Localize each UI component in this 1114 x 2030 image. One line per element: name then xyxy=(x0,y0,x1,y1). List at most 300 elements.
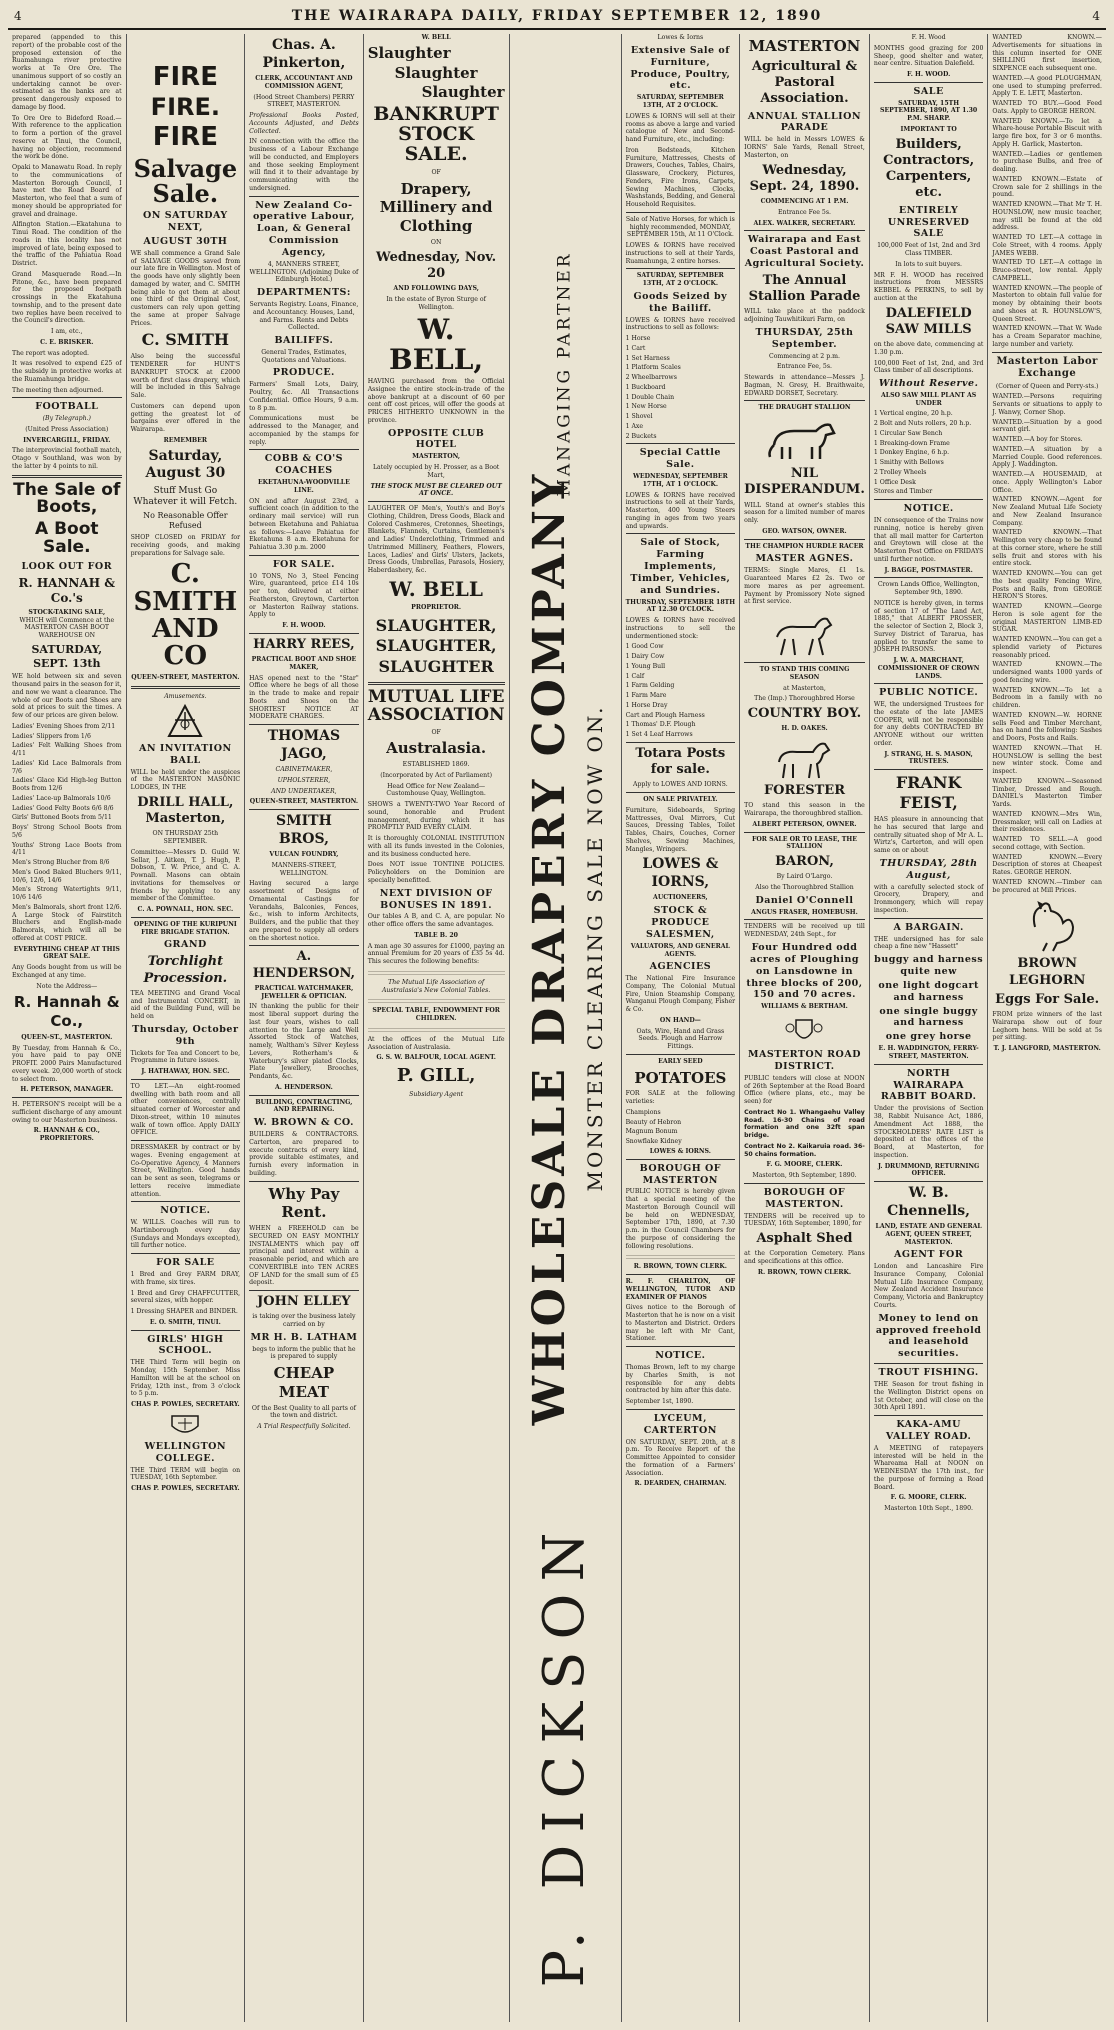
bailiff-goods-item: 1 Double Chain xyxy=(625,393,675,401)
endowment: SPECIAL TABLE, ENDOWMENT FOR CHILDREN. xyxy=(372,1007,500,1023)
latham-name: MR H. B. LATHAM xyxy=(250,1331,358,1343)
for-sale-sig: E. O. SMITH, TINUI. xyxy=(149,1318,221,1326)
wanted-ad: WANTED KNOWN.—You can get the best quality Fencing Wire, Posts and Rails, from GEORGE HERON'S Stores. xyxy=(992,570,1102,601)
departments-heading: DEPARTMENTS: xyxy=(256,287,351,299)
boots-cheap: EVERYTHING CHEAP AT THIS GREAT SALE. xyxy=(13,945,120,961)
salvage-refused: No Reasonable Offer Refused xyxy=(143,511,228,531)
boots-price-item: Ladies' Felt Walking Shoes from 4/11 xyxy=(12,742,122,758)
trout-text: THE Season for trout fishing in the Wellington District opens on 1st October, and will close on the 30th April 1891. xyxy=(873,1381,984,1412)
salvage-date: AUGUST 30TH xyxy=(143,235,228,247)
furniture-heading: Extensive Sale of Furniture, Produce, Poultry, etc. xyxy=(630,44,731,92)
boots-footer-sig: R. HANNAH & CO., PROPRIETORS. xyxy=(33,1127,100,1143)
notice-heading: NOTICE. xyxy=(160,1205,211,1217)
wanted-ad: WANTED KNOWN.—Timber can be procured at Mill Prices. xyxy=(992,878,1102,894)
harry-sub: PRACTICAL BOOT AND SHOE MAKER, xyxy=(251,656,357,671)
dalefield-text: on the above date, commencing at 1.30 p.m. xyxy=(873,341,984,356)
column-9 xyxy=(988,34,1106,2022)
for-sale-item: 1 Dressing SHAPER and BINDER. xyxy=(130,1308,238,1316)
mutual-agent: G. S. W. BALFOUR, LOCAL AGENT. xyxy=(376,1054,496,1062)
mill-plant-item: 2 Bolt and Nuts rollers, 20 h.p. xyxy=(873,420,972,428)
c-smith: C. SMITH xyxy=(141,330,230,350)
boots-text: WE hold between six and seven thousand pairs in the season for it, and now we want a clearance. The whole of our Boots and Shoes are sold at prices to suit the times. A few of our prices are given below. xyxy=(12,673,122,720)
asphalt-sig: R. BROWN, TOWN CLERK. xyxy=(757,1268,852,1276)
next-division: NEXT DIVISION OF BONUSES IN 1891. xyxy=(379,887,493,911)
tenders-sig: WILLIAMS & BERTHAM. xyxy=(761,1003,848,1011)
jago-sub: AND UNDERTAKER, xyxy=(271,787,337,795)
stallion-text: WILL be held in Messrs LOWES & IORNS' Sale Yards, Renall Street, Masterton, on xyxy=(744,136,865,159)
amusements-heading: Amusements. xyxy=(164,693,207,701)
opposite-club-hotel: OPPOSITE CLUB HOTEL xyxy=(387,427,485,451)
ap-title-2: Agricultural & Pastoral Association. xyxy=(751,58,858,107)
pinkerton-name: Chas. A. Pinkerton, xyxy=(262,37,346,71)
wanted-ad: WANTED KNOWN.—To let a Whare-house Portable Biscuit with large fire box, for 3 or 6 months. Apply H. Garlick, Masterton. xyxy=(992,117,1102,148)
bailiff-goods-list xyxy=(626,335,736,440)
henderson-text: IN thanking the public for their most liberal support during the last four years, wishes to call attention to the Large and Well Assorted Stock of Watches, namely, Waltham's Silver Keyless Levers, Rotherham's & Waterbury's silver plated Clocks, Plate Jewellery, Brooches, Pendants, &c. xyxy=(249,1003,359,1081)
tenders-text: TENDERS will be received up till WEDNESDAY, 24th Sept., for xyxy=(744,923,865,939)
wanted-ad: WANTED KNOWN.—The people of Masterton to obtain full value for money by obtaining their boots and shoes at R. HOUNSLOW'S, Queen Street. xyxy=(992,284,1102,323)
mill-plant-item: 1 Vertical engine, 20 h.p. xyxy=(873,410,953,418)
mill-plant-item: 1 Donkey Engine, 6 h.p. xyxy=(873,449,950,457)
report-text: Alfington Station.—Ekatahuna to Tinui Road. The condition of the roads in this locality has not improved of late, being exposed to the traffic of the Pahiatua Road District. xyxy=(12,221,122,267)
mill-plant-item: 1 Smithy with Bellows xyxy=(873,459,944,467)
drill-hall: DRILL HALL, Masterton, xyxy=(137,794,234,827)
dogcart: one light dogcart and harness xyxy=(878,979,979,1003)
wanted-ad: WANTED TO LET.—A cottage in Cole Street, with 4 rooms. Apply JAMES WEBB. xyxy=(992,234,1102,257)
column-4 xyxy=(364,34,510,2022)
salvage-text: Also being the successful TENDERER for HUNT'S BANKRUPT STOCK at £2000 worth of first class drapery, which will be included in this Salvage Sale. xyxy=(130,353,241,400)
p-dickson: P. DICKSON xyxy=(532,1520,598,1988)
bailiffs-text: General Trades, Estimates, Quotations and Valuations. xyxy=(261,348,347,364)
boots-price-item: Ladies' Good Felty Boots 6/6 8/6 xyxy=(12,804,114,812)
stallion-heading: ANNUAL STALLION PARADE xyxy=(747,110,862,134)
smith-bros: SMITH BROS, xyxy=(276,813,332,847)
ap-title: MASTERTON xyxy=(748,37,861,55)
stock-item: 1 Good Cow xyxy=(625,643,664,651)
for-sale-item: 1 Bred and Grey FARM DRAY, with frame, six tires. xyxy=(130,1271,241,1286)
auction-text: MR F. H. WOOD has received instructions from MESSRS KEBBEL & PERKINS, to sell by auction at the xyxy=(873,271,984,302)
stock-item: Cart and Plough Harness xyxy=(625,711,705,719)
incorporated: (Incorporated by Act of Parliament) xyxy=(380,771,493,779)
proprietor: PROPRIETOR. xyxy=(411,603,462,611)
mill-plant-list xyxy=(874,410,984,496)
drill-date: ON THURSDAY 25th SEPTEMBER. xyxy=(152,830,219,846)
slaughter-2: Slaughter xyxy=(394,63,478,82)
wire-sale-sig: F. H. WOOD. xyxy=(282,622,326,630)
forester-horse-icon xyxy=(771,736,837,780)
salvage-remember: REMEMBER xyxy=(163,436,208,444)
asphalt-text: at the Corporation Cemetery. Plans and specifications at this office. xyxy=(744,1250,865,1265)
report-signoff: I am, etc., xyxy=(51,328,83,335)
agencies-text: The National Fire Insurance Company, The Colonial Mutual Fire, Union Steamship Company, Wanganui Plough Company, Fisher & Co. xyxy=(625,975,736,1014)
parade-heading: The Annual Stallion Parade xyxy=(748,272,861,305)
jago-address: QUEEN-STREET, MASTERTON. xyxy=(249,798,358,806)
mill-plant-item: 2 Trolley Wheels xyxy=(873,468,927,476)
wanted-ad: WANTED.—Situation by a good servant girl. xyxy=(992,418,1102,434)
bankrupt-following: AND FOLLOWING DAYS, xyxy=(393,285,479,293)
fire-heading: FIRE. xyxy=(150,93,220,122)
jago-name: THOMAS JAGO, xyxy=(267,728,341,762)
nil-desperandum: NIL DISPERANDUM. xyxy=(744,466,865,498)
pinkerton-line: CLERK, ACCOUNTANT AND COMMISSION AGENT, xyxy=(255,75,353,90)
baron-heading: FOR SALE OR TO LEASE, THE STALLION xyxy=(752,835,857,851)
salvage-sat: ON SATURDAY NEXT, xyxy=(143,210,228,234)
boots-manager: H. PETERSON, MANAGER. xyxy=(20,1086,114,1094)
dressmaker-text: DRESSMAKER by contract or by wages. Evening engagement at Co-Operative Agency, 4 Manners Street, Wellington. Good hands can be sent as seen, telegrams or letters receive immediate attention. xyxy=(130,1144,241,1198)
w-bell-2: W. BELL xyxy=(389,576,483,601)
on-hand-text: Oats, Wire, Hand and Grass Seeds. Plough and Harrow Fittings. xyxy=(636,1027,725,1051)
why-pay-rent: Why Pay Rent. xyxy=(268,1184,340,1222)
stock-heading: Sale of Stock, Farming Implements, Timber, Vehicles, and Sundries. xyxy=(630,537,731,596)
public-notice-text: WE, the undersigned Trustees for the estate of the late JAMES COOPER, will not be responsible for any debts CONTRACTED BY ANYONE without our written order. xyxy=(873,701,984,747)
boots-price-list xyxy=(12,723,122,902)
parade-time: Commencing at 2 p.m. xyxy=(768,352,840,360)
boots-price-item: Ladies' Slippers from 1/6 xyxy=(12,732,91,740)
harry-rees: HARRY REES, xyxy=(253,636,355,652)
potatoes-sub: FOR SALE at the following varieties: xyxy=(625,1090,736,1106)
boots-price-item: Boys' Strong School Boots from 5/6 xyxy=(12,824,122,839)
potato-item: Champions xyxy=(625,1108,661,1116)
notice-date: September 1st, 1890. xyxy=(625,1398,694,1405)
salvage-text: WE shall commence a Grand Sale of SALVAGE GOODS saved from our late fire in Wellington. Most of the goods have only slightly been damaged by water, and C. SMITH being able to get them at about one third of the Original Cost, customers can rely upon getting the same at proper Salvage Prices. xyxy=(130,249,241,327)
masterton: MASTERTON, xyxy=(412,453,461,461)
column-6 xyxy=(622,34,741,2022)
wanted-ad: WANTED KNOWN.—That W. Wade has a Cream Separator machine, large number and variety. xyxy=(992,325,1102,348)
li-sub2: STOCK & PRODUCE SALESMEN, xyxy=(646,905,715,940)
furniture-date: SATURDAY, SEPTEMBER 13TH, AT 2 O'CLOCK. xyxy=(636,94,724,109)
potato-item: Beauty of Hebron xyxy=(625,1118,682,1126)
notice-text: Thomas Brown, left to my charge by Charles Smith, is not responsible for any debts contracted by him after this date. xyxy=(625,1364,736,1395)
gill-sub: Subsidiary Agent xyxy=(409,1090,464,1098)
potato-list xyxy=(626,1109,736,1146)
wanted-ad: WANTED KNOWN.—That H. HOUNSLOW is selling the best new winter stock. Come and inspect. xyxy=(992,744,1102,775)
wanted-ad: WANTED KNOWN.—Seasoned Timber, Dressed and Rough. DANIEL's Masterton Timber Yards. xyxy=(992,777,1102,808)
rooster-icon xyxy=(1017,897,1077,953)
bailiff-goods-item: 1 New Horse xyxy=(625,403,667,411)
privately-text: Furniture, Sideboards, Spring Mattresses, Oval Mirrors, Cut Sauces, Dressing Tables, Toilet Tables, Chairs, Couches, Corner Shelves, Sewing Machines, Mangles, Wringers. xyxy=(625,806,736,853)
asphalt-heading: Asphalt Shed xyxy=(756,1231,853,1246)
invitation-heading: AN INVITATION BALL xyxy=(139,742,232,766)
wanted-ad: WANTED KNOWN.—You can get a splendid variety of Pictures reasonably priced. xyxy=(992,636,1102,659)
tea-text: TEA MEETING and Grand Vocal and Instrumental CONCERT, in aid of the Building Fund, will be held on xyxy=(130,989,241,1021)
coop-heading: New Zealand Co-operative Labour, Loan, & General Commission Agency, xyxy=(252,199,355,258)
cobb-sub: EKETAHUNA-WOODVILLE LINE. xyxy=(257,479,350,494)
important-to: IMPORTANT TO xyxy=(900,125,957,133)
labor-exchange: Masterton Labor Exchange xyxy=(996,355,1098,379)
stock-item: 1 Horse Dray xyxy=(625,701,668,709)
single-buggy: one single buggy and harness xyxy=(879,1005,978,1029)
report-text: To Ore Ore to Bideford Road.—With reference to the application to form a portion of the gravel reserve at Tinui, the Council, having no objection, recommend the work be done. xyxy=(12,114,122,161)
stock-item: 1 Farm Mare xyxy=(625,692,667,700)
report-text: Opaki to Manawatu Road. In reply to the communications of Masterton Borough Council, I have met the Road Board of Masterton, who feel that a sum of money should be appropriated for gravel and drainage. xyxy=(12,164,122,218)
parade-fee: Entrance Fee, 5s. xyxy=(776,363,832,371)
building-heading: BUILDING, CONTRACTING, AND REPAIRING. xyxy=(255,1098,353,1114)
lyceum-sig: R. DEARDEN, CHAIRMAN. xyxy=(634,1480,727,1488)
baron-also-2: Daniel O'Connell xyxy=(755,894,854,906)
report-note: It was resolved to expend £25 of the subsidy in protective works at the Ruamahunga bridge. xyxy=(12,360,122,383)
mutual-tables: The Mutual Life Association of Australasia's New Colonial Tables. xyxy=(381,978,491,994)
forester: FORESTER xyxy=(763,783,845,798)
wanted-ad: WANTED KNOWN.—Mrs Win, Dressmaker, will call on Ladies at their residences. xyxy=(992,810,1102,834)
boots-price-item: Men's Strong Blucher from 8/6 xyxy=(12,859,110,867)
report-note: The report was adopted. xyxy=(12,349,89,357)
invitation-text: WILL be held under the auspices of the MASTERTON MASONIC LODGES, IN THE xyxy=(130,768,241,792)
harry-text: HAS opened next to the "Star" Office where he begs of all those in the trade to make and repair Boots and Shoes on the SHORTEST NOTICE AT MODERATE CHARGES. xyxy=(249,674,359,721)
henderson-name: A. HENDERSON, xyxy=(252,949,356,981)
potato-item: Magnum Bonum xyxy=(625,1128,678,1136)
boots-price-item: Ladies' Kid Lace Balmorals from 7/6 xyxy=(12,759,122,775)
c-smith-address: QUEEN-STREET, MASTERTON. xyxy=(131,674,240,682)
bargain-text: THE undersigned has for sale cheap a fine new "Hassett" xyxy=(873,935,984,951)
country-heading: TO STAND THIS COMING SEASON xyxy=(759,666,850,681)
wairarapa-society: Wairarapa and East Coast Pastoral and Agricultural Society. xyxy=(744,234,865,269)
mutual-plan: At the offices of the Mutual Life Association of Australasia. xyxy=(367,1035,505,1051)
kaka-sig: F. G. MOORE, CLERK. xyxy=(890,1494,967,1502)
chennells-sub: LAND, ESTATE AND GENERAL AGENT, QUEEN STREET, MASTERTON. xyxy=(875,1223,982,1246)
borough-sig: R. BROWN, TOWN CLERK. xyxy=(633,1263,727,1271)
draught-heading: THE DRAUGHT STALLION xyxy=(758,404,851,412)
wanted-ad: WANTED KNOWN.—Agent for New Zealand Mutual Life Society and New Zealand Insurance Company. xyxy=(992,496,1102,527)
boots-firm: R. HANNAH & Co.'s xyxy=(18,575,116,605)
wanted-ad: WANTED TO LET.—A cottage in Bruce-street, low rental. Apply CAMPBELL. xyxy=(992,259,1102,282)
baron: BARON, xyxy=(775,854,834,869)
cobb-heading: COBB & CO'S COACHES xyxy=(264,453,343,477)
boots-price-item: Ladies' Lace-up Balmorals 10/6 xyxy=(12,794,111,802)
boots-note: By Tuesday, from Hannah & Co., you have paid to pay ONE PROFIT. 2000 Pairs Manufactured every week. 20,000 worth of stock to select from. xyxy=(12,1044,122,1083)
stallion-time: COMMENCING AT 1 P.M. xyxy=(760,198,849,205)
kaka-text: A MEETING of ratepayers interested will be held in the Whareama Hall at NOON on WEDNESDAY the 17th inst., for the purpose of forming a Road Board. xyxy=(873,1444,984,1491)
football-text: The interprovincial football match, Otago v Southland, was won by the latter by 4 points to nil. xyxy=(12,447,122,470)
why-text: WHEN a FREEHOLD can be SECURED ON EASY MONTHLY INSTALMENTS which pay off principal and interest within a reasonable period, and which are CONVERTIBLE into TEN ACRES OF LAND for the small sum of £5 deposit. xyxy=(249,1225,359,1287)
dalefield-text: 100,000 Feet of 1st, 2nd, and 3rd Class timber of all descriptions. xyxy=(873,359,984,375)
chennells: W. B. Chennells, xyxy=(887,1185,971,1219)
buggy: buggy and harness quite new xyxy=(874,954,984,977)
wholesale-block xyxy=(522,471,608,1426)
mill-plant-item: 1 Circular Saw Bench xyxy=(873,429,943,437)
country-name: The (Imp.) Thoroughbred Horse xyxy=(754,695,855,703)
agent-for: AGENT FOR xyxy=(894,1249,964,1261)
forester-sig: ALBERT PETERSON, OWNER. xyxy=(752,820,857,828)
column-3 xyxy=(245,34,364,2022)
boots-price-item: Men's Good Baked Bluchers 9/11, 10/6, 12/6, 14/6 xyxy=(12,868,122,884)
bailiff-goods-item: 1 Shovel xyxy=(625,413,653,420)
country-boy: COUNTRY BOY. xyxy=(747,706,862,721)
road-contract-1: Contract No 1. Whangaehu Valley Road. 16-30 Chains of road formation and one 32ft span bridge. xyxy=(744,1108,865,1139)
boots-note: Men's Balmorals, short front 12/6. A Large Stock of Fairstitch Bluchers and English-made Balmorals, which will all be offered at COST PRICE. xyxy=(12,903,122,942)
committee-sig: C. A. POWNALL, HON. SEC. xyxy=(137,906,234,914)
cattle-text: LOWES & IORNS have received instructions to sell at their Yards, Masterton, 400 Young Steers ranging in ages from two years and upwards. xyxy=(625,491,736,530)
bankrupt-heading: BANKRUPT STOCK SALE. xyxy=(373,103,499,165)
henderson-sig: A. HENDERSON. xyxy=(274,1083,333,1091)
salvage-stuff: Stuff Must Go Whatever it will Fetch. xyxy=(133,485,238,507)
column-5-dickson-ad xyxy=(510,34,622,2022)
report-text: prepared (appended to this report) of the probable cost of the proposed extension of the Ruamahunga river protective works at Te Ore Ore. The unanimous support of so costly an undertaking cannot be over-estimated as the banks are at present dangerously exposed to damage by flood. xyxy=(12,34,122,111)
to-let-text: TO LET.—An eight-roomed dwelling with bath room and all other conveniences, centrally situated corner of Worcester and Dixon-street, within 10 minutes walk of town office. Apply DAILY OFFICE. xyxy=(130,1082,241,1137)
borough-heading: BOROUGH OF MASTERTON xyxy=(639,1162,722,1186)
tea-date: Thursday, October 9th xyxy=(132,1023,239,1047)
bailiff-heading: Goods Seized by the Bailiff. xyxy=(633,290,728,314)
wire-sale-text: 10 TONS, No 3, Steel Fencing Wire, guaranteed, price £14 10s per ton, delivered at either Featherston, Greytown, Carterton or Masterton Railway stations. Apply to xyxy=(249,572,359,619)
wanted-ad: WANTED KNOWN.—Advertisements for situations in this column inserted for ONE SHILLING first insertion, SIXPENCE each subsequent one. xyxy=(992,34,1102,72)
stock-item: 1 Calf xyxy=(625,672,645,680)
forester-text: TO stand this season in the Wairarapa, the thoroughbred stallion. xyxy=(744,802,865,817)
stock-item: 1 Set 4 Leaf Harrows xyxy=(625,731,693,739)
eggs-sig: T. J. LANGFORD, MASTERTON. xyxy=(993,1045,1101,1052)
totara-sub: Apply to LOWES AND IORNS. xyxy=(633,781,728,789)
wanted-ad: WANTED KNOWN.—The undersigned wants 1000 yards of good fencing wire. xyxy=(992,661,1102,684)
wanted-ad: WANTED.—Ladies or gentlemen to purchase Bulbs, and free of dealing. xyxy=(992,150,1102,173)
salvage-heading: Salvage Sale. xyxy=(133,153,238,208)
baron-sig: ANGUS FRASER, HOMEBUSH. xyxy=(751,908,858,916)
stock-date: THURSDAY, SEPTEMBER 18TH AT 12.30 O'CLOCK. xyxy=(625,598,736,614)
grand: GRAND xyxy=(163,939,207,951)
potato-item: Snowflake Kidney xyxy=(625,1138,682,1146)
page-number-left: 4 xyxy=(14,9,22,23)
mill-plant-item: 1 Breaking-down Frame xyxy=(873,439,950,447)
girls-school-heading: GIRLS' HIGH SCHOOL. xyxy=(147,1333,224,1357)
stock-item: 1 Thomas' D.F. Plough xyxy=(625,721,696,729)
notice-heading: NOTICE. xyxy=(655,1350,706,1362)
racehorse-icon xyxy=(769,609,839,659)
salvage-date-2: Saturday, August 30 xyxy=(145,447,226,482)
potatoes-sig: LOWES & IORNS. xyxy=(649,1147,711,1155)
bargain-sig: E. H. WADDINGTON, FERRY-STREET, MASTERTON. xyxy=(878,1045,979,1060)
report-text: Grand Masquerade Road.—In Pitone, &c., have been prepared for the proposed footpath crossings in the Ekatahuna township, and to the present date two replies have been received to the Council's direction. xyxy=(12,270,122,325)
stock-list xyxy=(626,643,736,739)
salvage-shop: SHOP CLOSED on FRIDAY for receiving goods, and making preparations for Salvage sale. xyxy=(130,534,241,557)
pinkerton-text: Professional Books Posted, Accounts Adjusted, and Debts Collected. xyxy=(249,112,359,135)
wanted-ad: WANTED KNOWN.—That Mr T. H. HOUNSLOW, new music teacher, may still be found at the old address. xyxy=(992,201,1102,232)
boots-date: SATURDAY, SEPT. 13th xyxy=(31,642,103,670)
boots-firm-big: R. Hannah & Co., xyxy=(13,993,120,1031)
mill-plant-heading: ALSO SAW MILL PLANT AS UNDER xyxy=(880,391,977,407)
boots-price-item: Ladies' Evening Shoes from 2/11 xyxy=(12,722,116,730)
crown-sig: J. W. A. MARCHANT, COMMISSIONER OF CROWN LANDS. xyxy=(877,657,980,680)
charlton-text: Gives notice to the Borough of Masterton that he is now on a visit to Masterton and District. Orders may be left with Mr Cant, Stationer. xyxy=(625,1304,736,1343)
kaka-heading: KAKA-AMU VALLEY ROAD. xyxy=(885,1419,972,1442)
p-gill: P. GILL, xyxy=(396,1065,476,1087)
mutual-shows: SHOWS a TWENTY-TWO Year Record of sound, honorable and Prudent management, during which it has PROMPTLY PAID EVERY CLAIM. xyxy=(367,801,505,832)
c-smith-big: C. SMITH AND CO xyxy=(133,559,238,672)
baron-also: Also the Thoroughbred Stallion xyxy=(755,884,854,891)
wire-sale-heading: FOR SALE. xyxy=(272,558,335,570)
mutual-life: MUTUAL LIFE ASSOCIATION xyxy=(367,686,505,725)
road-contract-2: Contract No 2. Kaikaruia road. 36-50 chains formation. xyxy=(744,1142,865,1158)
pinkerton-text: IN connection with the office the business of a Labour Exchange will be conducted, and Employers and those seeking Employment will find it to their advantage by communicating with the undersigned. xyxy=(249,138,359,192)
feist-date: THURSDAY, 28th August, xyxy=(879,857,978,881)
unreserved-text: 100,000 Feet of 1st, 2nd and 3rd Class TIMBER. xyxy=(877,242,981,257)
report-signoff-name: C. E. BRISKER. xyxy=(40,338,94,346)
boots-address: QUEEN-ST., MASTERTON. xyxy=(21,1033,113,1041)
wanted-list-2 xyxy=(992,393,1102,894)
wanted-ad: WANTED.—Persons requiring Servants or situations to apply to J. Wanwy, Corner Shop. xyxy=(992,393,1102,416)
football-sub: (United Press Association) xyxy=(25,425,109,433)
building-firm: W. BROWN & CO. xyxy=(253,1117,354,1129)
bankrupt-date: Wednesday, Nov. 20 xyxy=(376,249,497,281)
road-text: PUBLIC tenders will close at NOON of 26th September at the Road Board Office (where plans, etc., may be seen) for xyxy=(744,1074,865,1105)
mutual-colonial: It is thoroughly COLONIAL INSTITUTION with all its funds invested in the Colonies, and its business conducted here. xyxy=(367,835,505,858)
grazing-sig: F. H. WOOD. xyxy=(906,71,951,78)
wood-header: F. H. Wood xyxy=(911,34,946,41)
fire-brigade-heading: OPENING OF THE KURIPUNI FIRE BRIGADE STATION. xyxy=(133,920,237,936)
column-1 xyxy=(8,34,127,2022)
mutual-text: Head Office for New Zealand—Customhouse Quay, Wellington. xyxy=(386,782,486,798)
bankrupt-of: OF xyxy=(431,168,441,176)
wanted-ad: WANTED TO BUY.—Good Feed Oats. Apply to GEORGE HERON. xyxy=(992,100,1102,115)
produce-text: Communications must be addressed to the Manager, and accompanied by the stamps for reply. xyxy=(249,415,359,446)
stock-item: 1 Dairy Cow xyxy=(625,653,665,661)
bankrupt-estate: In the estate of Byron Sturge of Wellington. xyxy=(386,295,486,311)
bailiff-goods-item: 1 Cart xyxy=(625,344,646,352)
boots-price-item: Ladies' Glace Kid High-leg Button Boots from 12/6 xyxy=(12,777,122,793)
newspaper-title: THE WAIRARAPA DAILY, FRIDAY SEPTEMBER 12, 1890 xyxy=(291,8,823,24)
grazing-text: MONTHS good grazing for 200 Sheep, good shelter and water, near centre. Situation Dalefield. xyxy=(873,44,984,68)
on-hand-heading: ON HAND— xyxy=(659,1016,701,1024)
crown-text: NOTICE is hereby given, in terms of section 17 of "The Land Act, 1885," that ALBERT PROSSER, the selector of Section 2, Block 3, Survey District of Tararua, has applied to transfer the same to JOSEPH PARSONS. xyxy=(873,599,984,654)
smith-sub: VULCAN FOUNDRY, xyxy=(269,851,339,859)
tea-sig: J. HATHAWAY, HON. SEC. xyxy=(141,1068,230,1076)
lowes-iorns: LOWES & IORNS, xyxy=(642,856,719,890)
table-text: A man age 30 assures for £1000, paying an annual Premium for 20 years of £35 5s 4d. This secures the following benefits: xyxy=(367,942,505,966)
lowes-header: Lowes & Iorns xyxy=(657,34,704,41)
eggs-text: FROM prize winners of the last Wairarapa show out of four Leghorn hens. Will be sold at 5s per sitting. xyxy=(992,1011,1102,1042)
managing-partner: MANAGING PARTNER xyxy=(554,251,575,497)
labor-exchange-sub: (Corner of Queen and Perry-sts.) xyxy=(995,382,1099,390)
cattle-date: WEDNESDAY, SEPTEMBER 17TH, AT 1 O'CLOCK. xyxy=(632,473,728,488)
stock-must: THE STOCK MUST BE CLEARED OUT AT ONCE. xyxy=(370,482,502,498)
girls-school-text: THE Third Term will begin on Monday, 15th September. Miss Hamilton will be at the school on Friday, 12th inst., from 3 o'clock to 5 p.m. xyxy=(130,1359,241,1398)
feist-text-2: with a carefully selected stock of Grocery, Drapery, and Ironmongery, which will repay inspection. xyxy=(873,883,984,914)
divisions-text: Our tables A B, and C. A, are popular. No other office offers the same advantages. xyxy=(367,913,505,929)
boots-heading: The Sale of Boots, xyxy=(13,479,121,518)
bankrupt-on: ON xyxy=(430,238,442,246)
wanted-list xyxy=(992,34,1102,349)
latham-text: begs to inform the public that he is prepared to supply xyxy=(252,1345,356,1361)
borough-text-2: TENDERS will be received up to TUESDAY, 16th September, 1890, for xyxy=(744,1212,865,1228)
public-notice-sig: J. STRANG, H. S. MASON, TRUSTEES. xyxy=(884,750,973,766)
notice-text: W. WILLS. Coaches will run to Martinborough every day (Sundays and Mondays excepted), till further notice. xyxy=(130,1219,241,1250)
boots-price-item: Girls' Buttoned Boots from 5/11 xyxy=(12,814,112,822)
smith-text: Having secured a large assortment of Designs of Ornamental Castings for Verandahs, Balconies, Fences, &c., wish to inform Architects, Builders, and the public that they are prepared to supply all orders on the shortest notice. xyxy=(249,880,359,942)
wanted-ad: WANTED KNOWN.—W. HORNE sells Feed and Timber Merchant, has on hand the following: Sashes and Doors, Posts and Rails. xyxy=(992,711,1102,742)
girls-school-sig: CHAS P. POWLES, SECRETARY. xyxy=(131,1401,240,1409)
jago-sub: UPHOLSTERER, xyxy=(277,776,331,784)
mill-plant-item: 1 Office Desk xyxy=(873,478,916,486)
elley-name: JOHN ELLEY xyxy=(257,1294,351,1309)
torchlight: Torchlight Procession. xyxy=(143,954,228,986)
wanted-ad: WANTED.—A boy for Stores. xyxy=(992,436,1083,443)
laughter-text: LAUGHTER OF Men's, Youth's and Boy's Clothing, Children, Dress Goods, Black and Colored Cashmeres, Cretonnes, Sheetings, Blankets, Flannels, Curtains, Gentlemen's and Ladies' Underclothing, Trimmed and Untrimmed Millinery, Feathers, Flowers, Laces, Ladies' and Girls' Ulsters, Jackets, Dress Goods, Umbrellas, Parasols, Hosiery, Haberdashery, &c. xyxy=(367,505,505,575)
page-number-right: 4 xyxy=(1092,9,1100,23)
boots-footer: H. PETERSON'S receipt will be a sufficient discharge of any amount owing to our Masterton business. xyxy=(12,1101,122,1124)
slaughter-big: SLAUGHTER, SLAUGHTER, SLAUGHTER xyxy=(375,615,497,677)
bell-header: W. BELL xyxy=(421,34,451,41)
building-text: BUILDERS & CONTRACTORS. Carterton, are prepared to execute contracts of every kind, provide suitable estimates, and furnish every information in building. xyxy=(249,1131,359,1177)
timber-sale-date: SATURDAY, 15TH SEPTEMBER, 1890, AT 1.30 P.M. SHARP. xyxy=(880,99,978,123)
lately: Lately occupied by H. Prosser, as a Boot Mart, xyxy=(372,464,500,479)
rabbit-sig: J. DRUMMOND, RETURNING OFFICER. xyxy=(877,1162,980,1178)
agent-text: London and Lancashire Fire Insurance Company, Colonial Mutual Life Insurance Company, New Zealand Accident Insurance Company, Victoria and Bankruptcy Courts. xyxy=(873,1263,984,1309)
salvage-text: Customers can depend upon getting the greatest lot of bargains ever offered in the Wairarapa. xyxy=(130,402,241,434)
tea-tickets: Tickets for Tea and Concert to be, Programme in future issues. xyxy=(130,1049,241,1065)
mutual-of: OF xyxy=(431,728,441,736)
wanted-ad: WANTED.—A good PLOUGHMAN, one used to stumping preferred. Apply T. E. LETT, Masterton. xyxy=(992,74,1102,98)
country-sig: H. D. OAKES. xyxy=(781,725,828,733)
frank-feist: FRANK FEIST, xyxy=(895,773,962,813)
boots-heading: A Boot Sale. xyxy=(35,519,99,558)
nil-text: WILL Stand at owner's stables this season for a limited number of mares only. xyxy=(744,501,865,525)
boots-note: Any Goods bought from us will be Exchanged at any time. xyxy=(12,964,122,979)
kaka-date: Masterton 10th Sept., 1890. xyxy=(884,1505,973,1512)
